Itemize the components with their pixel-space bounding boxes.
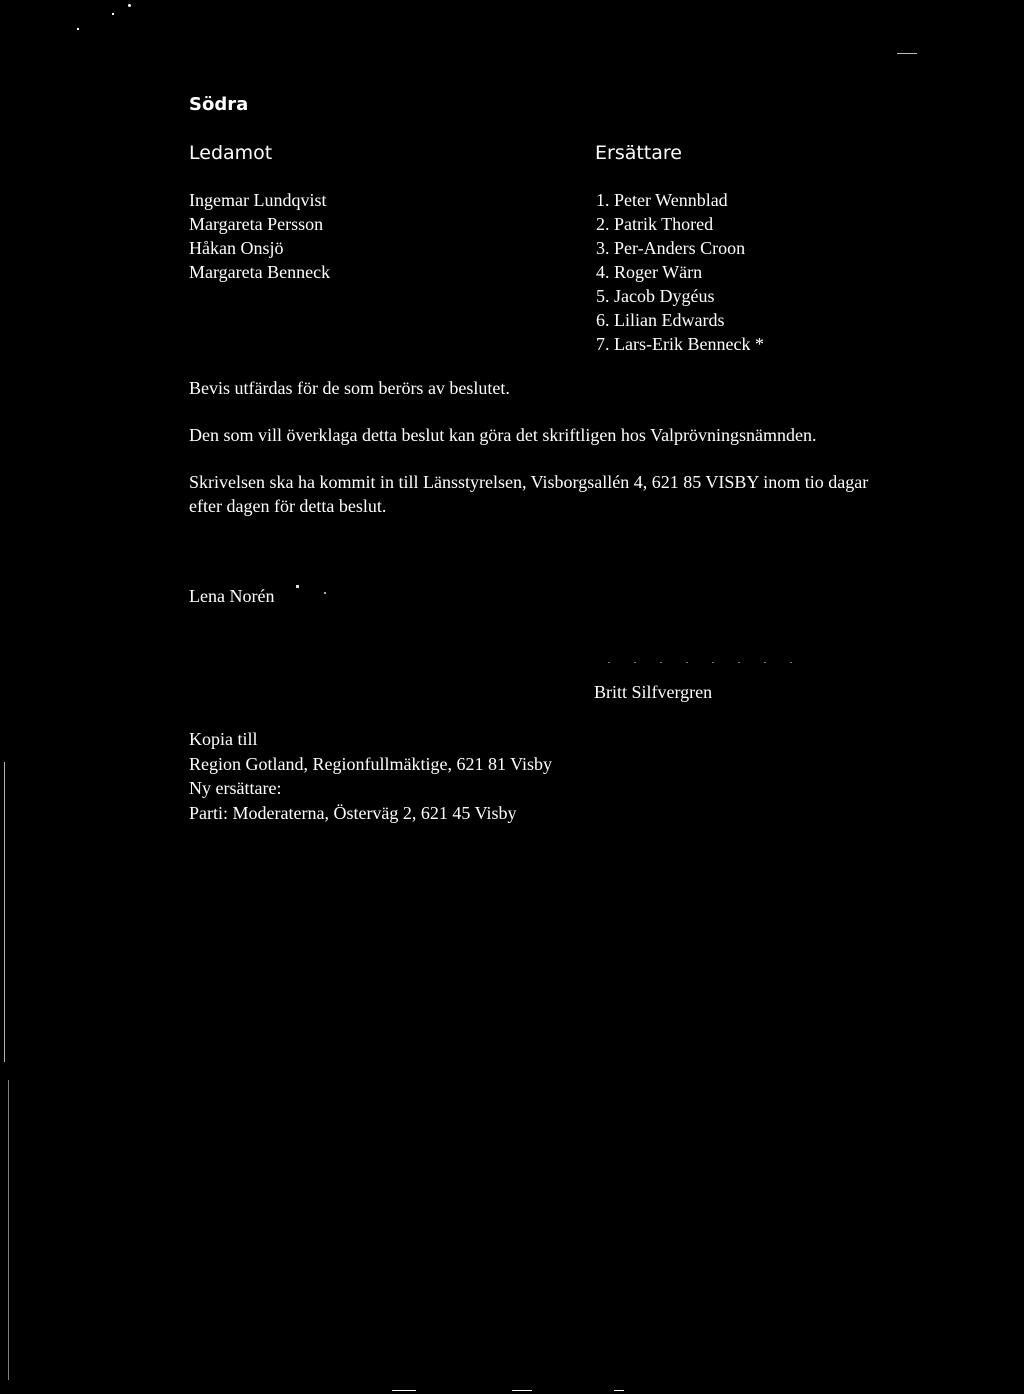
substitute-item: 6. Lilian Edwards: [596, 310, 725, 330]
member-item: Ingemar Lundqvist: [189, 190, 327, 210]
section-title: Södra: [189, 94, 249, 115]
certificate-paragraph: Bevis utfärdas för de som berörs av beslutet.: [189, 378, 510, 398]
scan-edge-line: [614, 1390, 624, 1391]
substitute-item: 1. Peter Wennblad: [596, 190, 728, 210]
copy-recipient: Region Gotland, Regionfullmäktige, 621 81 Visby: [189, 753, 553, 774]
member-item: Margareta Benneck: [189, 262, 331, 282]
new-substitute-label: Ny ersättare:: [189, 778, 282, 798]
copy-heading: Kopia till: [189, 729, 258, 749]
scan-edge-line: [512, 1390, 532, 1391]
deadline-paragraph: [189, 470, 868, 518]
scan-edge-line: [8, 1080, 9, 1380]
member-item: Håkan Onsjö: [189, 238, 284, 258]
scan-edge-line: [392, 1390, 416, 1391]
substitute-item: 3. Per-Anders Croon: [596, 238, 746, 258]
signature-dots: [608, 662, 808, 663]
substitute-item: 5. Jacob Dygéus: [596, 286, 715, 306]
deadline-line: efter dagen för detta beslut.: [189, 496, 387, 516]
scan-speck: [128, 4, 131, 7]
signature-left: Lena Norén: [189, 586, 275, 606]
members-list: [189, 188, 330, 284]
scan-speck: [296, 585, 299, 588]
scan-edge-line: [4, 762, 5, 1062]
deadline-line: Skrivelsen ska ha kommit in till Länsstyrelsen, Visborgsallén 4, 621 85 VISBY inom tio dagar: [189, 472, 869, 492]
scan-speck: [897, 53, 917, 54]
scan-speck: [324, 592, 326, 594]
substitutes-list: [596, 188, 764, 356]
substitute-item: 2. Patrik Thored: [596, 214, 714, 234]
substitutes-heading: Ersättare: [595, 142, 682, 164]
members-heading: Ledamot: [189, 142, 273, 164]
party-address: Parti: Moderaterna, Österväg 2, 621 45 Visby: [189, 802, 517, 823]
scan-speck: [77, 28, 79, 30]
substitute-item: 7. Lars-Erik Benneck *: [596, 334, 764, 354]
signature-right: Britt Silfvergren: [594, 682, 713, 702]
substitute-item: 4. Roger Wärn: [596, 262, 703, 282]
member-item: Margareta Persson: [189, 214, 324, 234]
appeal-paragraph: Den som vill överklaga detta beslut kan göra det skriftligen hos Valprövningsnämnden.: [189, 425, 817, 445]
copy-recipients: [189, 727, 552, 825]
scan-speck: [112, 13, 114, 15]
